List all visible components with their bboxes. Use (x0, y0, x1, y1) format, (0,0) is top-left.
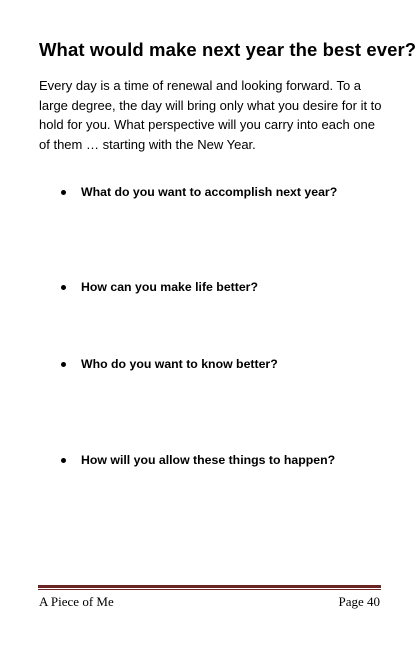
question-text: What do you want to accomplish next year? (81, 185, 338, 199)
footer-page-number: Page 40 (338, 594, 380, 609)
list-item (61, 280, 258, 294)
bullet-icon (61, 285, 66, 290)
list-item (61, 185, 337, 199)
bullet-icon (61, 458, 66, 463)
bullet-icon (61, 190, 66, 195)
question-text: How will you allow these things to happen? (81, 453, 336, 467)
intro-paragraph: Every day is a time of renewal and looking forward. To a large degree, the day will bring only what you desire for it to hold for you. What perspective will you carry into each one of them … starting with the New Year. (39, 78, 382, 152)
question-text: How can you make life better? (81, 280, 258, 294)
footer-divider-thin (38, 589, 381, 590)
list-item (61, 453, 335, 467)
question-text: Who do you want to know better? (81, 357, 278, 371)
footer-book-title: A Piece of Me (39, 594, 114, 609)
page-title: What would make next year the best ever? (39, 39, 417, 60)
bullet-icon (61, 362, 66, 367)
footer-divider-thick (38, 585, 381, 588)
list-item (61, 357, 278, 371)
